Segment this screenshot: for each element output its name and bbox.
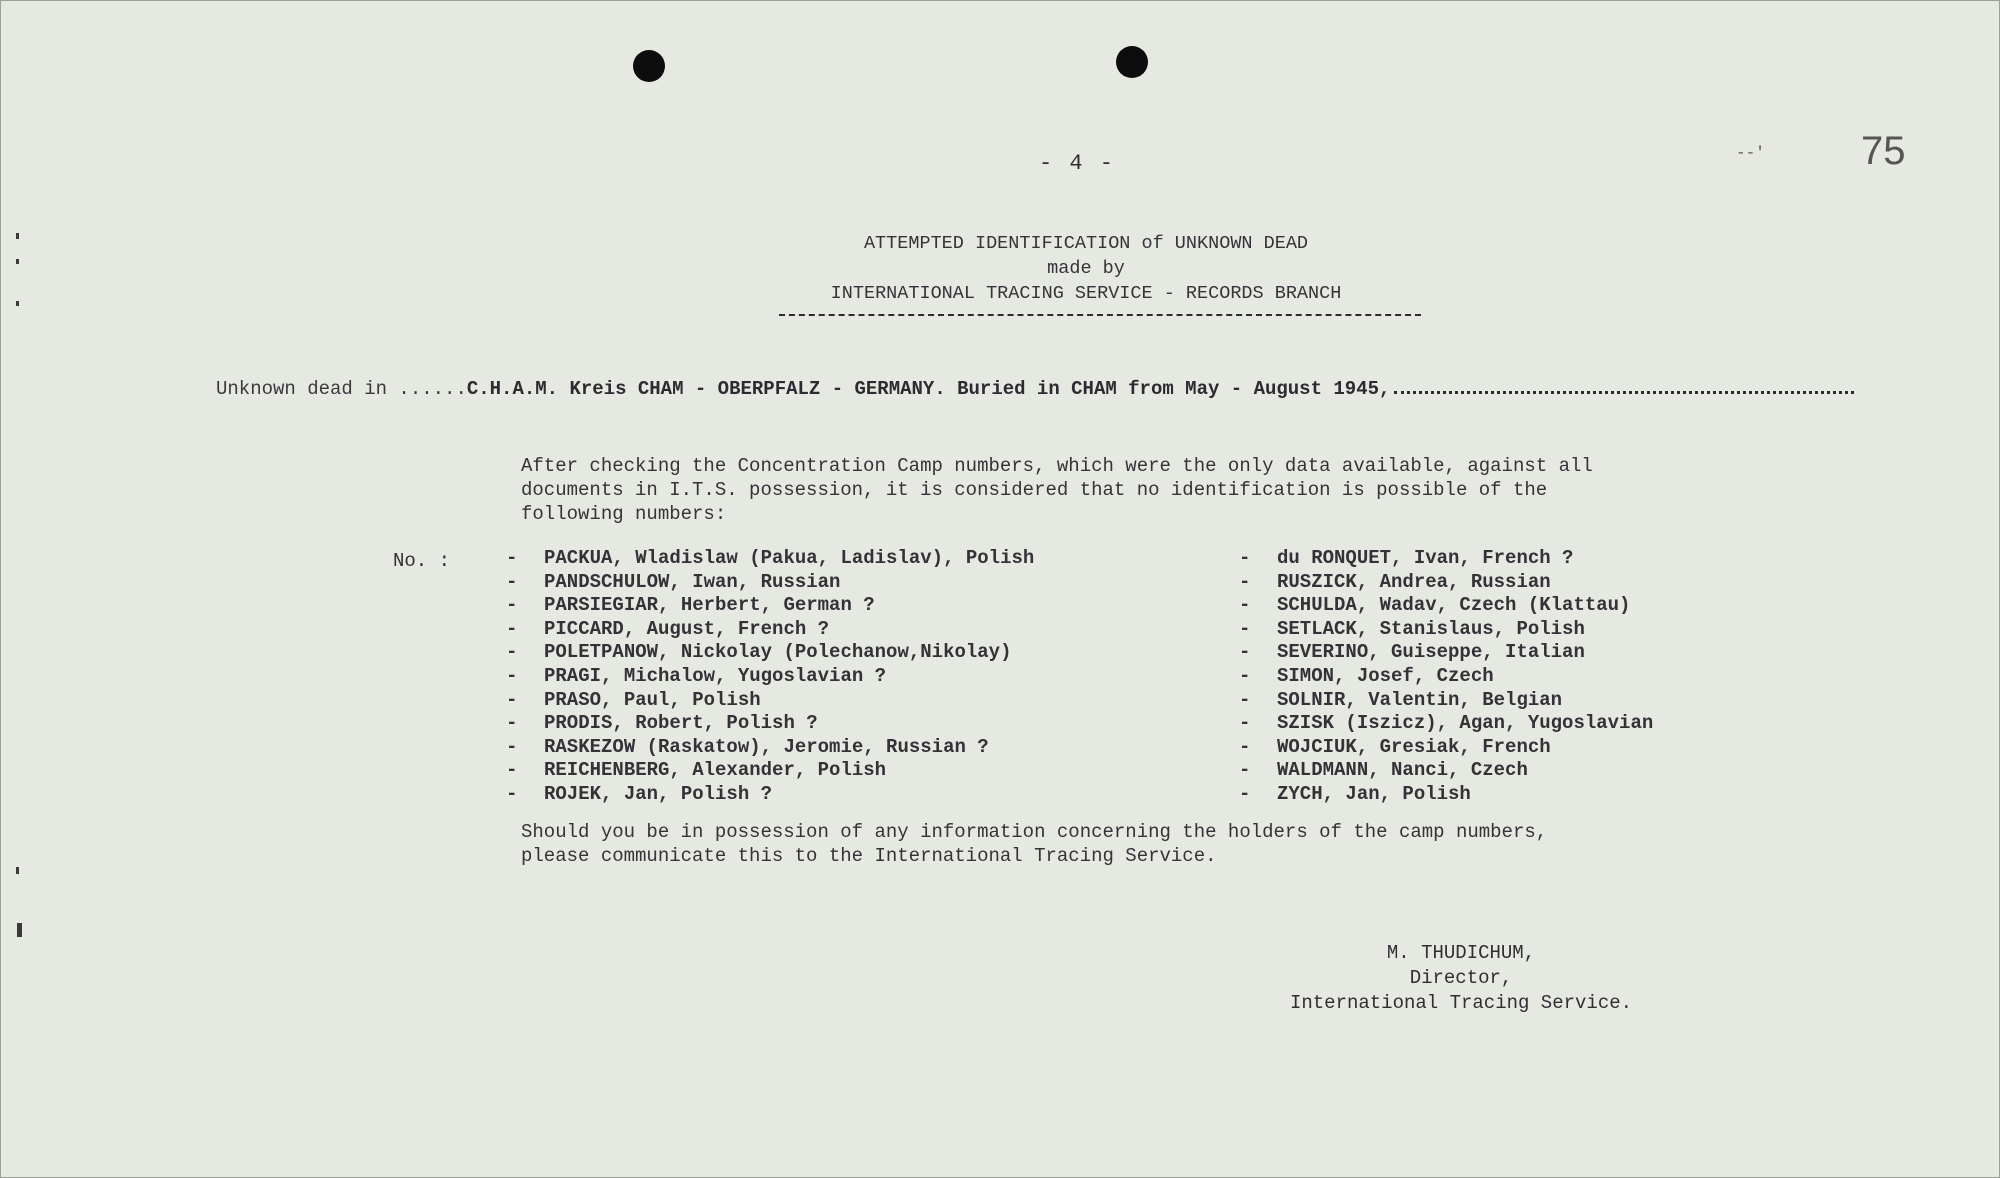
list-item: - du RONQUET, Ivan, French ?: [1239, 547, 1574, 569]
name-entry: SEVERINO, Guiseppe, Italian: [1277, 641, 1585, 664]
list-item: - PRASO, Paul, Polish: [506, 688, 761, 711]
signature-title: Director,: [1409, 967, 1513, 989]
name-entry: PICCARD, August, French ?: [544, 617, 830, 640]
folio-number: 75: [1861, 129, 1906, 173]
name-entry: RASKEZOW (Raskatow), Jeromie, Russian ?: [544, 735, 989, 758]
unknown-dead-prefix: Unknown dead in ......: [216, 378, 467, 400]
list-item: - PANDSCHULOW, Iwan, Russian: [506, 570, 841, 593]
list-item: - WALDMANN, Nanci, Czech: [1239, 759, 1528, 782]
title-underline: [779, 314, 1421, 316]
document-title: [701, 231, 1471, 306]
list-item: - ZYCH, Jan, Polish: [1239, 782, 1471, 805]
list-item: - SCHULDA, Wadav, Czech (Klattau): [1239, 594, 1631, 617]
name-entry: REICHENBERG, Alexander, Polish: [544, 759, 887, 782]
closing-line: please communicate this to the International Tracing Service.: [521, 845, 1217, 867]
list-item: - PARSIEGIAR, Herbert, German ?: [506, 594, 875, 617]
title-line: ATTEMPTED IDENTIFICATION of UNKNOWN DEAD: [863, 233, 1309, 254]
title-line: INTERNATIONAL TRACING SERVICE - RECORDS BRANCH: [830, 283, 1342, 304]
punch-hole-right: [1116, 46, 1148, 78]
name-entry: SZISK (Iszicz), Agan, Yugoslavian: [1277, 712, 1654, 735]
closing-line: Should you be in possession of any information concerning the holders of the camp numbers,: [521, 821, 1548, 843]
list-item: - PICCARD, August, French ?: [506, 617, 830, 640]
margin-mark: [16, 301, 19, 306]
signature-name: M. THUDICHUM,: [1386, 942, 1536, 964]
margin-mark: [16, 259, 19, 264]
name-entry: ZYCH, Jan, Polish: [1277, 782, 1471, 805]
name-entry: POLETPANOW, Nickolay (Polechanow,Nikolay): [544, 641, 1012, 664]
punch-hole-left: [633, 50, 665, 82]
list-item: - POLETPANOW, Nickolay (Polechanow,Nikolay): [506, 641, 1012, 664]
title-line: made by: [1047, 258, 1125, 279]
name-entry: PARSIEGIAR, Herbert, German ?: [544, 594, 875, 617]
name-entry: PANDSCHULOW, Iwan, Russian: [544, 570, 841, 593]
unknown-dead-location: C.H.A.M. Kreis CHAM - OBERPFALZ - GERMANY. Buried in CHAM from May - August 1945,: [466, 378, 1391, 400]
name-entry: RUSZICK, Andrea, Russian: [1277, 570, 1551, 593]
signature-block: [1181, 941, 1741, 1016]
list-item: - SETLACK, Stanislaus, Polish: [1239, 617, 1585, 640]
folio-mark: --': [1736, 144, 1765, 162]
list-item: - SOLNIR, Valentin, Belgian: [1239, 688, 1563, 711]
list-item: - SZISK (Iszicz), Agan, Yugoslavian: [1239, 712, 1654, 735]
list-item: - PRODIS, Robert, Polish ?: [506, 712, 818, 735]
name-entry: SETLACK, Stanislaus, Polish: [1277, 617, 1585, 640]
list-item: - PRAGI, Michalow, Yugoslavian ?: [506, 664, 887, 687]
name-entry: PRODIS, Robert, Polish ?: [544, 712, 818, 735]
list-item: - SEVERINO, Guiseppe, Italian: [1239, 641, 1585, 664]
margin-mark: [17, 923, 22, 937]
intro-line: documents in I.T.S. possession, it is considered that no identification is possible of the: [521, 479, 1548, 501]
names-list-right: [1239, 547, 1653, 807]
no-label: No. :: [393, 550, 451, 572]
list-item: - SIMON, Josef, Czech: [1239, 664, 1494, 687]
name-entry: PRASO, Paul, Polish: [544, 688, 761, 711]
names-list-left: [506, 547, 1034, 807]
intro-line: After checking the Concentration Camp numbers, which were the only data available, against all: [521, 455, 1593, 477]
list-item: - ROJEK, Jan, Polish ?: [506, 782, 773, 805]
margin-mark: [16, 233, 19, 239]
list-item: - REICHENBERG, Alexander, Polish: [506, 759, 887, 782]
name-entry: PRAGI, Michalow, Yugoslavian ?: [544, 664, 887, 687]
signature-org: International Tracing Service.: [1289, 992, 1633, 1014]
name-entry: PACKUA, Wladislaw (Pakua, Ladislav), Polish: [544, 547, 1035, 569]
list-item: - WOJCIUK, Gresiak, French: [1239, 735, 1551, 758]
name-entry: WOJCIUK, Gresiak, French: [1277, 735, 1551, 758]
name-entry: du RONQUET, Ivan, French ?: [1277, 547, 1574, 569]
intro-paragraph: [521, 454, 1751, 526]
name-entry: SCHULDA, Wadav, Czech (Klattau): [1277, 594, 1631, 617]
list-item: - RASKEZOW (Raskatow), Jeromie, Russian ?: [506, 735, 989, 758]
list-item: - PACKUA, Wladislaw (Pakua, Ladislav), Polish: [506, 547, 1035, 569]
list-item: - RUSZICK, Andrea, Russian: [1239, 570, 1551, 593]
name-entry: SIMON, Josef, Czech: [1277, 664, 1494, 687]
closing-paragraph: [521, 820, 1751, 868]
dotted-fill-line: [1394, 391, 1854, 394]
unknown-dead-line: [216, 378, 1996, 400]
page-number: - 4 -: [1039, 151, 1116, 176]
name-entry: SOLNIR, Valentin, Belgian: [1277, 688, 1563, 711]
name-entry: ROJEK, Jan, Polish ?: [544, 782, 773, 805]
margin-mark: [16, 867, 19, 874]
intro-line: following numbers:: [521, 503, 727, 525]
name-entry: WALDMANN, Nanci, Czech: [1277, 759, 1528, 782]
